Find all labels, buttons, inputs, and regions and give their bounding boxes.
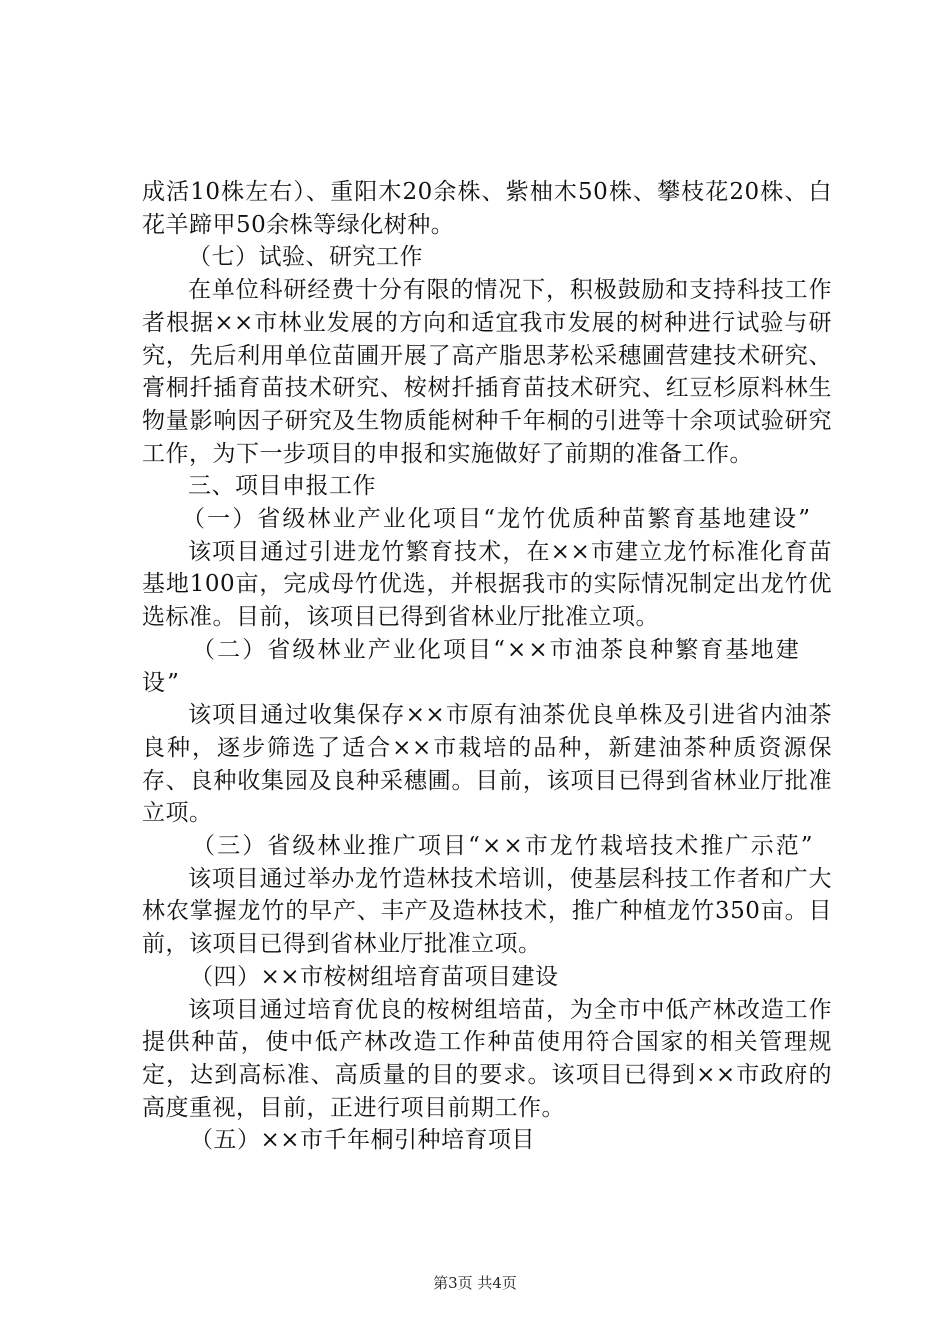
subsection-heading-3: （三）省级林业推广项目“××市龙竹栽培技术推广示范” (192, 833, 815, 860)
paragraph-project-4: 该项目通过培育优良的桉树组培苗，为全市中低产林改造工作提供种苗，使中低产林改造工作种苗使用符合国家的相关管理规定，达到高标准、高质量的目的要求。该项目已得到××市政府的高度重视，目前，正进行项目前期工作。 (142, 996, 832, 1121)
paragraph-continuation: 成活10株左右）、重阳木20余株、紫柚木50株、攀枝花20株、白花羊蹄甲50余株等绿化树种。 (142, 179, 832, 238)
page-footer: 第3页 共4页 (433, 1274, 517, 1292)
section-heading-7: （七）试验、研究工作 (188, 244, 423, 271)
subsection-heading-4: （四）××市桉树组培育苗项目建设 (190, 963, 559, 990)
paragraph-project-2: 该项目通过收集保存××市原有油茶优良单株及引进省内油茶良种，逐步筛选了适合××市栽培的品种，新建油茶种质资源保存、良种收集园及良种采穗圃。目前，该项目已得到省林业厅批准立项。 (142, 702, 832, 827)
subsection-heading-1: （一）省级林业产业化项目“龙竹优质种苗繁育基地建设” (182, 506, 813, 533)
subsection-heading-2: （二）省级林业产业化项目“××市油茶良种繁育基地建设” (142, 636, 801, 696)
document-body (142, 176, 832, 1157)
section-heading-3: 三、项目申报工作 (188, 473, 376, 500)
paragraph-project-1: 该项目通过引进龙竹繁育技术，在××市建立龙竹标准化育苗基地100亩，完成母竹优选，并根据我市的实际情况制定出龙竹优选标准。目前，该项目已得到省林业厅批准立项。 (142, 538, 832, 631)
paragraph-research: 在单位科研经费十分有限的情况下，积极鼓励和支持科技工作者根据××市林业发展的方向和适宜我市发展的树种进行试验与研究，先后利用单位苗圃开展了高产脂思茅松采穗圃营建技术研究、膏桐扦插育苗技术研究、桉树扦插育苗技术研究、红豆杉原料林生物量影响因子研究及生物质能树种千年桐的引进等十余项试验研究工作，为下一步项目的申报和实施做好了前期的准备工作。 (142, 277, 832, 467)
subsection-heading-5: （五）××市千年桐引种培育项目 (190, 1127, 536, 1154)
paragraph-project-3: 该项目通过举办龙竹造林技术培训，使基层科技工作者和广大林农掌握龙竹的早产、丰产及造林技术，推广种植龙竹350亩。目前，该项目已得到省林业厅批准立项。 (142, 865, 832, 958)
